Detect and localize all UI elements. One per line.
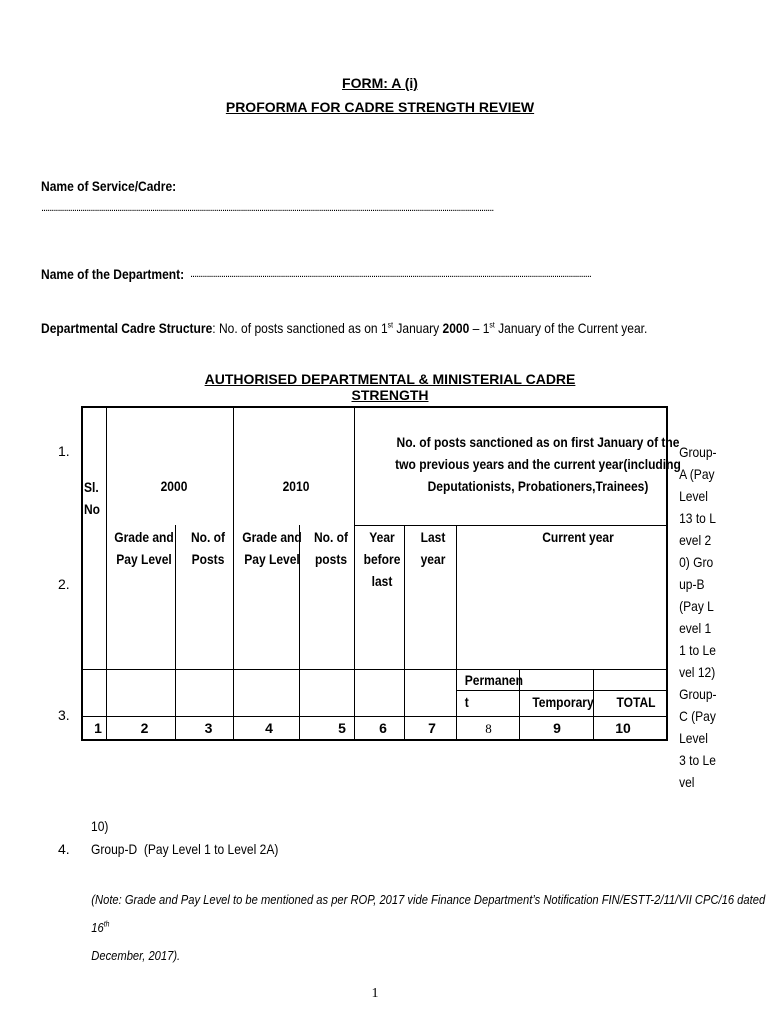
note-line: (Note: Grade and Pay Level to be mentioned as per ROP, 2017 vide Finance Department’s Notification FIN/ESTT-2/11/VII CPC/16 dated 16 — [91, 892, 766, 935]
table-line — [404, 525, 405, 740]
note-text — [91, 886, 770, 970]
year-2000-header: 2000 — [160, 478, 188, 494]
sup-th: th — [103, 919, 110, 929]
cadre-structure-text: January — [393, 320, 443, 336]
table-border-top — [83, 406, 667, 408]
no-of-posts-2000-header: No. of Posts — [190, 529, 226, 567]
table-heading: AUTHORISED DEPARTMENTAL & MINISTERIAL CADRE STRENGTH — [204, 371, 576, 403]
permanent-header: Permanent — [464, 672, 523, 710]
col-number: 3 — [204, 720, 213, 736]
service-label: Name of Service/Cadre: — [41, 178, 177, 194]
groups-side-text: Group-A (Pay Level 13 to Level 20) Group-B (Pay Level 11 to Level 12) Group-C (Pay Level 3 to Level — [679, 444, 717, 790]
table-line — [106, 406, 107, 740]
form-title: PROFORMA FOR CADRE STRENGTH REVIEW — [225, 99, 535, 115]
col-number: 8 — [485, 721, 492, 736]
last-year-header: Last year — [420, 529, 446, 567]
list-number: 3. — [58, 707, 70, 723]
table-border-left — [81, 406, 83, 741]
col-number: 10 — [615, 720, 631, 736]
sup-st: st — [489, 320, 495, 330]
department-line — [41, 266, 184, 282]
total-header: TOTAL — [616, 694, 656, 710]
sup-st: st — [387, 320, 394, 330]
col-number: 5 — [338, 720, 346, 736]
list-number: 4. — [58, 841, 70, 857]
page-number: 1 — [371, 986, 379, 1001]
department-label: Name of the Department: — [41, 266, 185, 282]
col-number: 7 — [428, 720, 436, 736]
cadre-structure-text: January of the Current year. — [494, 320, 648, 336]
col-number: 9 — [553, 720, 561, 736]
table-line — [83, 669, 667, 670]
sl-no-header: Sl. No — [83, 479, 101, 517]
col-number: 1 — [94, 720, 102, 736]
cadre-structure-text: – 1 — [469, 320, 490, 336]
year-before-last-header: Year before last — [363, 529, 401, 589]
list-number: 1. — [58, 443, 70, 459]
grade-pay-level-2000-header: Grade and Pay Level — [114, 529, 174, 567]
cadre-structure-label: Departmental Cadre Structure — [41, 320, 213, 336]
group-c-tail: 10) — [91, 818, 109, 834]
table-line — [233, 406, 234, 740]
note-line: December, 2017). — [91, 948, 181, 963]
sanctioned-posts-header: No. of posts sanctioned as on first January of the two previous years and the current year(including Deputationists, Probationers,Trainees) — [395, 434, 681, 494]
table-line — [456, 525, 457, 740]
year-2010-header: 2010 — [282, 478, 310, 494]
cadre-structure-year: 2000 — [442, 320, 470, 336]
current-year-header: Current year — [542, 529, 614, 545]
cadre-structure-line — [41, 320, 647, 336]
table-line — [354, 406, 355, 740]
no-of-posts-2010-header: No. of posts — [313, 529, 349, 567]
temporary-header: Temporary — [532, 694, 594, 710]
cadre-structure-text: : No. of posts sanctioned as on 1 — [212, 320, 388, 336]
table-line — [175, 525, 176, 740]
col-number: 6 — [379, 720, 387, 736]
group-d-text: Group-D (Pay Level 1 to Level 2A) — [91, 841, 279, 857]
table-border-bottom — [83, 739, 667, 741]
col-number: 4 — [265, 720, 273, 736]
department-dots: ................................................................................................................................................................................................... — [190, 268, 591, 280]
col-number: 2 — [140, 720, 149, 736]
grade-pay-level-2010-header: Grade and Pay Level — [242, 529, 302, 567]
form-id: FORM: A (i) — [342, 75, 418, 91]
list-number: 2. — [58, 576, 70, 592]
service-dots: ............................................................................................................................................................................................................................ — [41, 202, 494, 214]
